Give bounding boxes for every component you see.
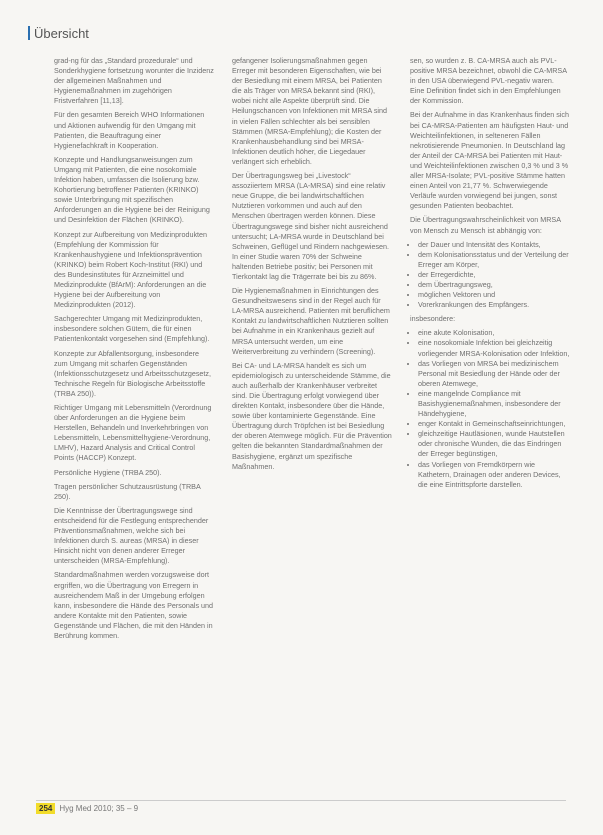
journal-citation: Hyg Med 2010; 35 – 9 (59, 804, 139, 813)
paragraph: Persönliche Hygiene (TRBA 250). (54, 467, 162, 477)
list-label: insbesondere: (410, 314, 456, 324)
paragraph: Bei der Aufnahme in das Krankenhaus finden sich bei CA-MRSA-Patienten am häufigsten Haut- und Weichteilinfektionen, in selteneren Fällen nekrotisierende Pneumonien. In Deutschland lag der Anteil der CA-MRSA bei Patienten mit Haut- und Weichteilinfektionen zwischen 0,3 % und 3 % aller MRSA-Isolate; PVL-positive Stämme hatten einen Anteil von 21,77 %. Schwerwiegende Verläufe wurden vorwiegend bei jungen, sonst gesunden Patienten beobachtet. (410, 110, 570, 211)
paragraph: Die Kenntnisse der Übertragungswege sind entscheidend für die Festlegung entsprechender Präventionsmaßnahmen, welche sich bei Infektionen durch S. aureas (MRSA) in dieser Hinsicht nicht von denen anderer Erreger unterscheiden (MRSA-Empfehlung). (54, 505, 209, 566)
paragraph: Standardmaßnahmen werden vorzugsweise dort ergriffen, wo die Übertragung von Erregern in ausreichendem Maß in der Umgebung erfolgen kann, insbesondere die Hände des Personals und andere Kontakte mit den Patienten, sowie Gegenstände und Flächen, die mit den Händen in Berührung kommen. (54, 570, 214, 640)
paragraph: Sachgerechter Umgang mit Medizinprodukten, insbesondere solchen Gütern, die für einen Patientenkontakt vorgesehen sind (Empfehlung). (54, 314, 210, 344)
page-number: 254 (36, 803, 55, 814)
list-item: • das Vorliegen von Fremdkörpern wie Kathetern, Drainagen oder anderen Devices, die eine Eintrittspforte darstellen. (418, 460, 570, 490)
paragraph: Die Hygienemaßnahmen in Einrichtungen des Gesundheitswesens sind in der Regel auch für LA-MRSA ausreichend. Patienten mit beruflichem Kontakt zu landwirtschaftlichen Nutztieren sollten bei Aufnahme in ein Krankenhaus gezielt auf MRSA untersucht werden, um eine Weiterverbreitung zu verhindern (Screening). (232, 286, 390, 356)
paragraph: Richtiger Umgang mit Lebensmitteln (Verordnung über Anforderungen an die Hygiene beim Herstellen, Behandeln und Inverkehrbringen von Lebensmitteln, Lebensmittelhygiene-Verordnung, LMHV), Hazard Analysis and Critical Control Points (HACCP) Konzept. (54, 403, 212, 463)
list-item: • der Dauer und Intensität des Kontakts, (418, 240, 570, 250)
bullet-list (410, 328, 570, 490)
section-header (28, 26, 89, 41)
section-marker (28, 26, 30, 40)
paragraph: grad-ng für das „Standard prozedurale“ und Sonderkhygiene fortsetzung worunter die Inzidenz der allgemeinen Maßnahmen und Hygienemaßnahmen im zugehörigen Fristverfahren [11,13]. (54, 56, 214, 106)
list-item: • dem Kolonisationsstatus und der Verteilung der Erreger am Körper, (418, 250, 570, 270)
list-item: • eine mangelnde Compliance mit Basishygienemaßnahmen, insbesondere der Händehygiene, (418, 389, 570, 419)
list-item: • dem Übertragungsweg, (418, 280, 570, 290)
paragraph: Tragen persönlicher Schutzausrüstung (TRBA 250). (54, 481, 201, 501)
list-item: • eine nosokomiale Infektion bei gleichzeitig vorliegender MRSA-Kolonisation oder Infektion, (418, 338, 570, 358)
paragraph: Konzept zur Aufbereitung von Medizinprodukten (Empfehlung der Kommission für Krankenhaushygiene und Infektionsprävention (KRINKO) beim Robert Koch-Institut (RKI) und des Bundesinstitutes für Arzneimittel und Medizinprodukte (BfArM): Anforderungen an die Hygiene bei der Aufbereitung von Medizinprodukten (2012). (54, 229, 208, 310)
column-1 (54, 56, 214, 645)
paragraph: Für den gesamten Bereich WHO Informationen und Aktionen aufwendig für den Umgang mit Patienten, die Beauftragung einer Hygienefachkraft in Kooperation. (54, 110, 205, 150)
list-item: • das Vorliegen von MRSA bei medizinischem Personal mit Besiedlung der Hände oder der oberen Atemwege, (418, 359, 570, 389)
column-3 (410, 56, 570, 494)
article-body (54, 56, 579, 804)
paragraph: gefangener Isolierungsmaßnahmen gegen Erreger mit besonderen Eigenschaften, wie bei der Besiedlung mit einem MRSA, bei Patienten die als Träger von MRSA bekannt sind (RKI), wobei nicht alle Aspekte überprüft sind. Die Heilungschancen von Infektionen mit MRSA sind in vielen Fällen schlechter als bei sensiblen Stämmen (MRSA-Empfehlung); die Kosten der Krankenhausbehandlung sind bei MRSA-Infektionen deutlich höher, die Liegedauer verlängert sich erheblich. (232, 56, 388, 166)
section-title: Übersicht (34, 26, 89, 41)
paragraph: sen, so wurden z. B. CA-MRSA auch als PVL-positive MRSA bezeichnet, obwohl die CA-MRSA in den USA überwiegend PVL-negativ waren. Eine Definition findet sich in den Empfehlungen der Kommission. (410, 56, 567, 106)
paragraph: Der Übertragungsweg bei „Livestock“ assoziiertem MRSA (LA-MRSA) sind eine relativ neue Gruppe, die bei landwirtschaftlichen Nutztieren vorkommen und auch auf den Menschen übertragen werden können. Diese Übertragungswege sind bisher nicht ausreichend untersucht; LA-MRSA wurde in Deutschland bei Schweinen, Geflügel und Rindern nachgewiesen. In einer Studie waren 70% der Schweine haltenden Betriebe positiv; bei Personen mit Tierkontakt lag die Trägerrate bei bis zu 86%. (232, 171, 390, 281)
list-item: • der Erregerdichte, (418, 270, 570, 280)
paragraph: Die Übertragungswahrscheinlichkeit von MRSA von Mensch zu Mensch ist abhängig von: (410, 215, 561, 235)
bullet-list (410, 240, 570, 311)
list-item: • möglichen Vektoren und (418, 290, 570, 300)
list-item: • eine akute Kolonisation, (418, 328, 570, 338)
list-item: • Vorerkrankungen des Empfängers. (418, 300, 570, 310)
footer-divider (36, 800, 566, 801)
paragraph: Konzepte zur Abfallentsorgung, insbesondere zum Umgang mit scharfen Gegenständen (Infektionsschutzgesetz und Arbeitsschutzgesetz, Technische Regeln für Biologische Arbeitsstoffe (TRBA 250)). (54, 348, 212, 398)
list-item: • gleichzeitige Hautläsionen, wunde Hautstellen oder chronische Wunden, die das Eindringen der Erreger begünstigen, (418, 429, 570, 459)
page-footer (36, 804, 138, 813)
paragraph: Bei CA- und LA-MRSA handelt es sich um epidemiologisch zu unterscheidende Stämme, die auch außerhalb der Krankenhäuser verbreitet sind. Die Übertragung erfolgt vorwiegend über direkten Kontakt, insbesondere über die Hände, sowie über kontaminierte Gegenstände. Eine Übertragung durch Tröpfchen ist bei Besiedlung der oberen Atemwege möglich. Für die Prävention gelten die bekannten Standardmaßnahmen der Basishygiene, ergänzt um spezifische Maßnahmen. (232, 360, 392, 471)
list-item: • enger Kontakt in Gemeinschaftseinrichtungen, (418, 419, 570, 429)
column-2 (232, 56, 392, 476)
paragraph: Konzepte und Handlungsanweisungen zum Umgang mit Patienten, die eine nosokomiale Infektion haben, umfassen die Isolierung bzw. Kohortierung betroffener Patienten (KRINKO) sowie Unterbringung mit spezifischen Anforderungen an die Hygiene bei der Reinigung und Desinfektion der Flächen (KRINKO). (54, 154, 210, 225)
